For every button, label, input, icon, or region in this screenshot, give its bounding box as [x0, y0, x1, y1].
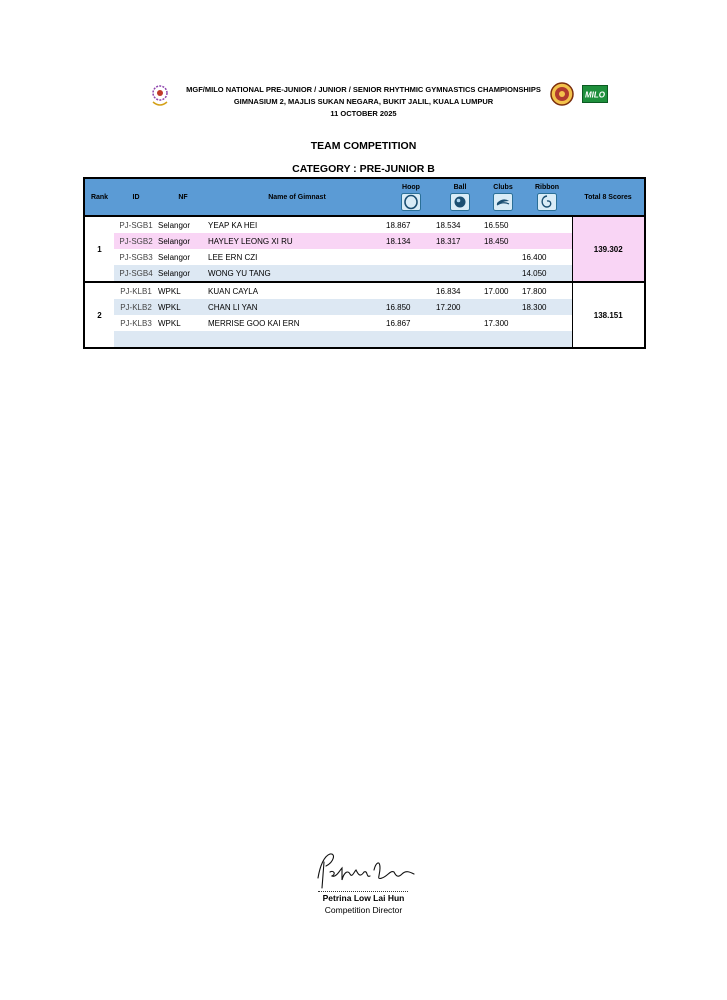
hoop-score	[386, 249, 436, 265]
results-table	[83, 177, 646, 349]
table-row	[84, 233, 645, 249]
document-header	[0, 84, 727, 120]
gymnast-nf: WPKL	[158, 299, 208, 315]
col-nf: NF	[158, 178, 208, 216]
clubs-score: 17.000	[484, 282, 522, 299]
ribbon-icon	[537, 193, 557, 211]
col-name: Name of Gimnast	[208, 178, 386, 216]
gymnast-nf: WPKL	[158, 282, 208, 299]
clubs-score	[484, 331, 522, 348]
ribbon-score	[522, 331, 572, 348]
hoop-score	[386, 331, 436, 348]
clubs-score: 17.300	[484, 315, 522, 331]
ribbon-score: 18.300	[522, 299, 572, 315]
venue-line: GIMNASIUM 2, MAJLIS SUKAN NEGARA, BUKIT JALIL, KUALA LUMPUR	[233, 97, 494, 106]
signature-icon	[310, 848, 420, 892]
gymnast-name	[208, 331, 386, 348]
gymnast-name: MERRISE GOO KAI ERN	[208, 315, 386, 331]
signature-line	[318, 891, 408, 892]
col-ball-label: Ball	[453, 183, 467, 191]
gymnast-id	[114, 331, 158, 348]
gymnast-id: PJ-SGB1	[114, 216, 158, 233]
col-total: Total 8 Scores	[572, 178, 645, 216]
ribbon-score	[522, 315, 572, 331]
col-id: ID	[114, 178, 158, 216]
ball-score: 18.534	[436, 216, 484, 233]
ribbon-score	[522, 233, 572, 249]
signatory-name: Petrina Low Lai Hun	[322, 893, 405, 903]
gymnast-id: PJ-KLB2	[114, 299, 158, 315]
competition-title: TEAM COMPETITION	[310, 140, 417, 152]
clubs-icon	[493, 193, 513, 211]
gymnast-id: PJ-KLB1	[114, 282, 158, 299]
ribbon-score: 17.800	[522, 282, 572, 299]
gymnast-nf: Selangor	[158, 216, 208, 233]
gymnast-name: WONG YU TANG	[208, 265, 386, 282]
gymnast-id: PJ-SGB4	[114, 265, 158, 282]
ball-score	[436, 331, 484, 348]
gymnast-id: PJ-KLB3	[114, 315, 158, 331]
ball-score: 17.200	[436, 299, 484, 315]
gymnast-name: KUAN CAYLA	[208, 282, 386, 299]
table-header-row	[84, 178, 645, 216]
gymnast-name: YEAP KA HEI	[208, 216, 386, 233]
col-rank: Rank	[84, 178, 114, 216]
ball-score	[436, 265, 484, 282]
table-row	[84, 216, 645, 233]
table-row	[84, 282, 645, 299]
ribbon-score: 16.400	[522, 249, 572, 265]
rank-cell: 1	[84, 216, 114, 282]
clubs-score: 16.550	[484, 216, 522, 233]
ball-score	[436, 315, 484, 331]
rank-cell: 2	[84, 282, 114, 348]
hoop-score	[386, 265, 436, 282]
hoop-score: 18.867	[386, 216, 436, 233]
ball-score: 18.317	[436, 233, 484, 249]
gymnast-nf: Selangor	[158, 265, 208, 282]
col-ball	[436, 178, 484, 216]
table-row	[84, 315, 645, 331]
hoop-score: 16.850	[386, 299, 436, 315]
gymnast-nf	[158, 331, 208, 348]
hoop-score: 16.867	[386, 315, 436, 331]
category-title: CATEGORY : PRE-JUNIOR B	[292, 163, 435, 175]
gymnast-nf: Selangor	[158, 249, 208, 265]
col-clubs-label: Clubs	[493, 183, 513, 191]
milo-logo-text: MILO	[585, 90, 605, 100]
gymnast-name: LEE ERN CZI	[208, 249, 386, 265]
clubs-score	[484, 299, 522, 315]
col-ribbon-label: Ribbon	[534, 183, 560, 191]
col-hoop	[386, 178, 436, 216]
table-row	[84, 249, 645, 265]
gymnast-id: PJ-SGB3	[114, 249, 158, 265]
hoop-icon	[401, 193, 421, 211]
gymnast-nf: WPKL	[158, 315, 208, 331]
ball-icon	[450, 193, 470, 211]
table-row	[84, 265, 645, 282]
ball-score: 16.834	[436, 282, 484, 299]
ribbon-score	[522, 216, 572, 233]
clubs-score: 18.450	[484, 233, 522, 249]
signatory-role: Competition Director	[324, 905, 403, 915]
gymnast-name: HAYLEY LEONG XI RU	[208, 233, 386, 249]
team-total: 139.302	[572, 216, 645, 282]
ball-score	[436, 249, 484, 265]
gymnast-name: CHAN LI YAN	[208, 299, 386, 315]
hoop-score	[386, 282, 436, 299]
ribbon-score: 14.050	[522, 265, 572, 282]
championship-title: MGF/MILO NATIONAL PRE-JUNIOR / JUNIOR / SENIOR RHYTHMIC GYMNASTICS CHAMPIONSHIPS	[186, 85, 541, 94]
table-row	[84, 299, 645, 315]
gymnast-id: PJ-SGB2	[114, 233, 158, 249]
clubs-score	[484, 249, 522, 265]
gymnast-nf: Selangor	[158, 233, 208, 249]
col-hoop-label: Hoop	[402, 183, 420, 191]
hoop-score: 18.134	[386, 233, 436, 249]
date-line: 11 OCTOBER 2025	[330, 109, 397, 118]
team-total: 138.151	[572, 282, 645, 348]
table-row	[84, 331, 645, 348]
col-clubs	[484, 178, 522, 216]
clubs-score	[484, 265, 522, 282]
col-ribbon	[522, 178, 572, 216]
